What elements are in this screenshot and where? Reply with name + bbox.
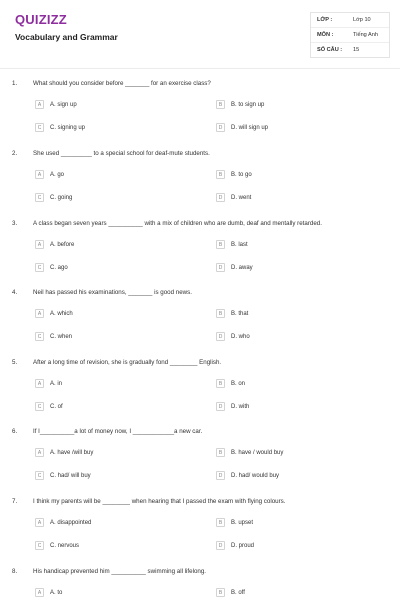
option-letter-box: C bbox=[35, 332, 44, 341]
answer-option-a[interactable] bbox=[35, 240, 74, 249]
question-number: 6. bbox=[12, 428, 18, 435]
option-letter-box: A bbox=[35, 309, 44, 318]
answer-option-c[interactable] bbox=[35, 471, 91, 480]
option-letter-box: D bbox=[216, 541, 225, 550]
page-header bbox=[0, 0, 400, 72]
option-text: B. last bbox=[231, 241, 248, 248]
meta-label: LỚP : bbox=[317, 17, 333, 23]
answer-option-d[interactable] bbox=[216, 193, 251, 202]
meta-value: Lớp 10 bbox=[353, 17, 371, 23]
answer-option-b[interactable] bbox=[216, 240, 248, 249]
meta-label: SỐ CÂU : bbox=[317, 47, 343, 53]
option-letter-box: C bbox=[35, 402, 44, 411]
answer-option-d[interactable] bbox=[216, 123, 268, 132]
answer-option-b[interactable] bbox=[216, 309, 248, 318]
answer-option-b[interactable] bbox=[216, 170, 252, 179]
question-text: I think my parents will be ________ when hearing that I passed the exam with flying colours. bbox=[33, 498, 286, 505]
option-text: D. had/ would buy bbox=[231, 472, 280, 479]
header-divider bbox=[0, 68, 400, 69]
option-text: A. to bbox=[50, 589, 63, 596]
option-letter-box: A bbox=[35, 448, 44, 457]
option-text: C. had/ will buy bbox=[50, 472, 91, 479]
option-letter-box: A bbox=[35, 100, 44, 109]
option-text: C. going bbox=[50, 194, 73, 201]
question-text: His handicap prevented him __________ swimming all lifelong. bbox=[33, 568, 207, 575]
option-text: A. disappointed bbox=[50, 519, 92, 526]
answer-option-a[interactable] bbox=[35, 170, 64, 179]
question-number: 7. bbox=[12, 498, 18, 505]
option-letter-box: D bbox=[216, 263, 225, 272]
worksheet-title: Vocabulary and Grammar bbox=[15, 32, 118, 42]
option-text: A. go bbox=[50, 171, 65, 178]
answer-option-b[interactable] bbox=[216, 100, 264, 109]
question-number: 8. bbox=[12, 568, 18, 575]
answer-option-d[interactable] bbox=[216, 402, 249, 411]
option-text: C. ago bbox=[50, 264, 68, 271]
option-letter-box: B bbox=[216, 588, 225, 597]
option-letter-box: D bbox=[216, 123, 225, 132]
option-text: B. on bbox=[231, 380, 246, 387]
answer-option-b[interactable] bbox=[216, 379, 245, 388]
answer-option-a[interactable] bbox=[35, 448, 93, 457]
option-letter-box: C bbox=[35, 471, 44, 480]
question-number: 5. bbox=[12, 359, 18, 366]
answer-option-c[interactable] bbox=[35, 193, 72, 202]
question-text: If I__________a lot of money now, I ____________a new car. bbox=[33, 428, 203, 435]
answer-option-c[interactable] bbox=[35, 402, 63, 411]
answer-option-c[interactable] bbox=[35, 332, 72, 341]
answer-option-c[interactable] bbox=[35, 123, 85, 132]
answer-option-b[interactable] bbox=[216, 448, 283, 457]
meta-row-subject bbox=[311, 28, 389, 43]
option-letter-box: B bbox=[216, 170, 225, 179]
option-text: B. to sign up bbox=[231, 101, 265, 108]
meta-row-question-count bbox=[311, 43, 389, 57]
option-text: D. proud bbox=[231, 542, 255, 549]
question-text: She used _________ to a special school for deaf-mute students. bbox=[33, 150, 210, 157]
answer-option-d[interactable] bbox=[216, 471, 279, 480]
question-number: 2. bbox=[12, 150, 18, 157]
option-text: A. sign up bbox=[50, 101, 77, 108]
meta-value: Tiếng Anh bbox=[353, 32, 378, 38]
option-letter-box: B bbox=[216, 518, 225, 527]
option-letter-box: B bbox=[216, 448, 225, 457]
question-text: What should you consider before _______ for an exercise class? bbox=[33, 80, 211, 87]
option-text: B. off bbox=[231, 589, 245, 596]
option-letter-box: C bbox=[35, 123, 44, 132]
option-text: B. that bbox=[231, 310, 249, 317]
option-text: D. away bbox=[231, 264, 253, 271]
option-letter-box: D bbox=[216, 332, 225, 341]
answer-option-a[interactable] bbox=[35, 588, 62, 597]
option-letter-box: C bbox=[35, 263, 44, 272]
question-text: Neil has passed his examinations, _______ is good news. bbox=[33, 289, 192, 296]
option-text: B. upset bbox=[231, 519, 254, 526]
option-text: A. in bbox=[50, 380, 63, 387]
option-letter-box: A bbox=[35, 518, 44, 527]
answer-option-d[interactable] bbox=[216, 541, 254, 550]
question-number: 3. bbox=[12, 220, 18, 227]
option-text: D. who bbox=[231, 333, 250, 340]
option-letter-box: A bbox=[35, 170, 44, 179]
option-letter-box: D bbox=[216, 402, 225, 411]
answer-option-b[interactable] bbox=[216, 518, 253, 527]
question-number: 1. bbox=[12, 80, 18, 87]
question-text: After a long time of revision, she is gradually fond ________ English. bbox=[33, 359, 222, 366]
answer-option-a[interactable] bbox=[35, 100, 77, 109]
option-letter-box: B bbox=[216, 240, 225, 249]
option-letter-box: B bbox=[216, 100, 225, 109]
question-number: 4. bbox=[12, 289, 18, 296]
answer-option-c[interactable] bbox=[35, 263, 68, 272]
option-text: A. have /will buy bbox=[50, 449, 94, 456]
option-letter-box: A bbox=[35, 240, 44, 249]
option-text: D. will sign up bbox=[231, 124, 269, 131]
meta-row-class bbox=[311, 13, 389, 28]
option-letter-box: C bbox=[35, 193, 44, 202]
answer-option-a[interactable] bbox=[35, 309, 73, 318]
option-text: C. nervous bbox=[50, 542, 80, 549]
option-letter-box: D bbox=[216, 193, 225, 202]
option-letter-box: A bbox=[35, 588, 44, 597]
option-text: B. to go bbox=[231, 171, 252, 178]
option-letter-box: B bbox=[216, 309, 225, 318]
option-text: C. when bbox=[50, 333, 73, 340]
option-letter-box: C bbox=[35, 541, 44, 550]
option-text: A. before bbox=[50, 241, 75, 248]
meta-value: 15 bbox=[353, 47, 360, 53]
option-text: D. with bbox=[231, 403, 250, 410]
answer-option-d[interactable] bbox=[216, 263, 253, 272]
option-text: C. signing up bbox=[50, 124, 86, 131]
option-text: C. of bbox=[50, 403, 63, 410]
answer-option-a[interactable] bbox=[35, 518, 91, 527]
quizizz-logo: QUIZIZZ bbox=[15, 12, 67, 27]
answer-option-b[interactable] bbox=[216, 588, 245, 597]
option-letter-box: B bbox=[216, 379, 225, 388]
answer-option-a[interactable] bbox=[35, 379, 62, 388]
worksheet-meta-table bbox=[310, 12, 390, 58]
option-text: B. have / would buy bbox=[231, 449, 284, 456]
option-text: A. which bbox=[50, 310, 73, 317]
question-text: A class began seven years __________ with a mix of children who are dumb, deaf and mentally retarded. bbox=[33, 220, 322, 227]
option-text: D. went bbox=[231, 194, 252, 201]
option-letter-box: D bbox=[216, 471, 225, 480]
answer-option-c[interactable] bbox=[35, 541, 79, 550]
meta-label: MÔN : bbox=[317, 32, 334, 38]
option-letter-box: A bbox=[35, 379, 44, 388]
answer-option-d[interactable] bbox=[216, 332, 250, 341]
